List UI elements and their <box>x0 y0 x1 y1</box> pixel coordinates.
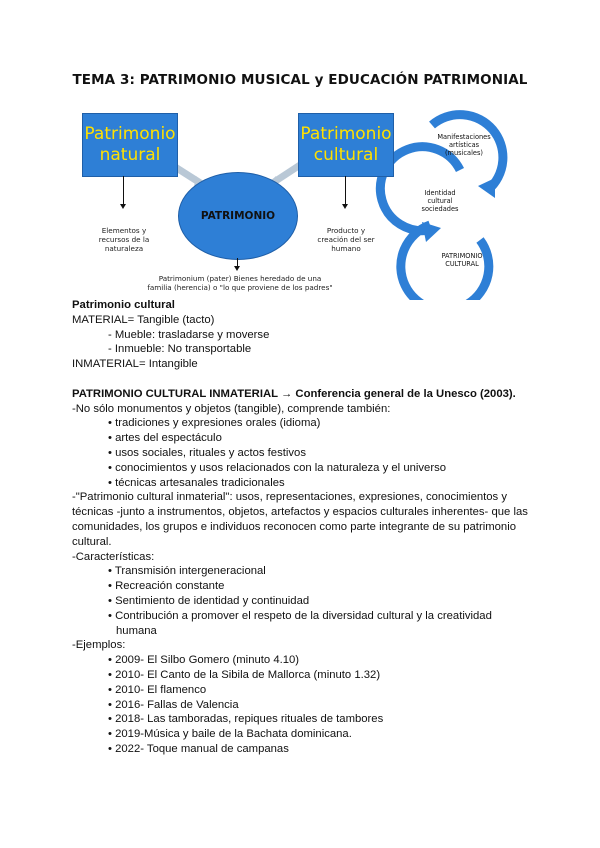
cultural-description: Producto y creación del ser humano <box>317 226 375 253</box>
cycle-step-manifestaciones: Manifestaciones artísticas (musicales) <box>437 133 491 157</box>
list-item: • 2018- Las tamboradas, repiques rituales de tambores <box>108 713 384 726</box>
definition-line: -"Patrimonio cultural inmaterial": usos, representaciones, expresiones, conocimientos y <box>72 491 507 504</box>
definition-line: técnicas -junto a instrumentos, objetos, artefactos y espacios culturales inherentes- que las <box>72 506 528 519</box>
list-item: • Recreación constante <box>108 580 225 593</box>
ejemplos-heading: -Ejemplos: <box>72 639 126 652</box>
patrimonio-natural-box <box>82 113 178 177</box>
center-label: PATRIMONIO <box>200 210 276 222</box>
section2-heading: PATRIMONIO CULTURAL INMATERIAL → Conferencia general de la Unesco (2003). <box>72 387 516 400</box>
natural-arrowhead <box>120 204 126 209</box>
list-item: • conocimientos y usos relacionados con la naturaleza y el universo <box>108 461 447 474</box>
material-line: MATERIAL= Tangible (tacto) <box>72 313 215 326</box>
list-item: • Contribución a promover el respeto de la diversidad cultural y la creatividad <box>108 609 492 622</box>
list-item: • técnicas artesanales tradicionales <box>108 476 285 489</box>
list-item: • Sentimiento de identidad y continuidad <box>108 594 310 607</box>
cycle-step-identidad: Identidad cultural sociedades <box>421 189 459 213</box>
list-item: • 2022- Toque manual de campanas <box>108 742 289 755</box>
cultural-title-line1: Patrimonio <box>300 124 392 144</box>
mueble-line: - Mueble: trasladarse y moverse <box>108 328 270 341</box>
patrimonio-cultural-box <box>298 113 394 177</box>
cultural-connector <box>345 176 346 206</box>
list-item-continuation: humana <box>116 624 157 637</box>
list-item: • 2009- El Silbo Gomero (minuto 4.10) <box>108 654 300 667</box>
cultural-arrowhead <box>342 204 348 209</box>
etymology-note: Patrimonium (pater) Bienes heredado de una familia (herencia) o "lo que proviene de los padres" <box>147 274 333 292</box>
list-item: • 2010- El Canto de la Sibila de Mallorca (minuto 1.32) <box>108 668 381 681</box>
page-title: TEMA 3: PATRIMONIO MUSICAL y EDUCACIÓN PATRIMONIAL <box>72 72 528 88</box>
definition-line: comunidades, los grupos e individuos reconocen como parte integrante de su patrimonio <box>72 520 516 533</box>
caracteristicas-heading: -Características: <box>72 550 155 563</box>
list-item: • 2016- Fallas de Valencia <box>108 698 239 711</box>
inmaterial-line: INMATERIAL= Intangible <box>72 358 198 371</box>
list-item: • tradiciones y expresiones orales (idioma) <box>108 417 321 430</box>
natural-description: Elementos y recursos de la naturaleza <box>98 226 150 253</box>
list-item: • artes del espectáculo <box>108 432 222 445</box>
patrimonio-center-ellipse <box>178 172 298 260</box>
list-item: • 2010- El flamenco <box>108 683 207 696</box>
document-body <box>72 298 532 757</box>
definition-line: cultural. <box>72 535 112 548</box>
cycle-step-patrimonio-cultural: PATRIMONIO CULTURAL <box>441 252 483 268</box>
section1-heading: Patrimonio cultural <box>72 299 175 311</box>
list-item: • usos sociales, rituales y actos festivos <box>108 446 306 459</box>
inmueble-line: - Inmueble: No transportable <box>108 343 252 356</box>
center-arrowhead <box>234 266 240 271</box>
natural-title-line1: Patrimonio <box>84 124 176 144</box>
natural-title-line2: natural <box>99 145 161 165</box>
natural-connector <box>123 176 124 206</box>
intro-line: -No sólo monumentos y objetos (tangible), comprende también: <box>72 402 391 415</box>
list-item: • Transmisión intergeneracional <box>108 565 266 578</box>
list-item: • 2019-Música y baile de la Bachata dominicana. <box>108 728 352 741</box>
cultural-title-line2: cultural <box>313 145 379 165</box>
